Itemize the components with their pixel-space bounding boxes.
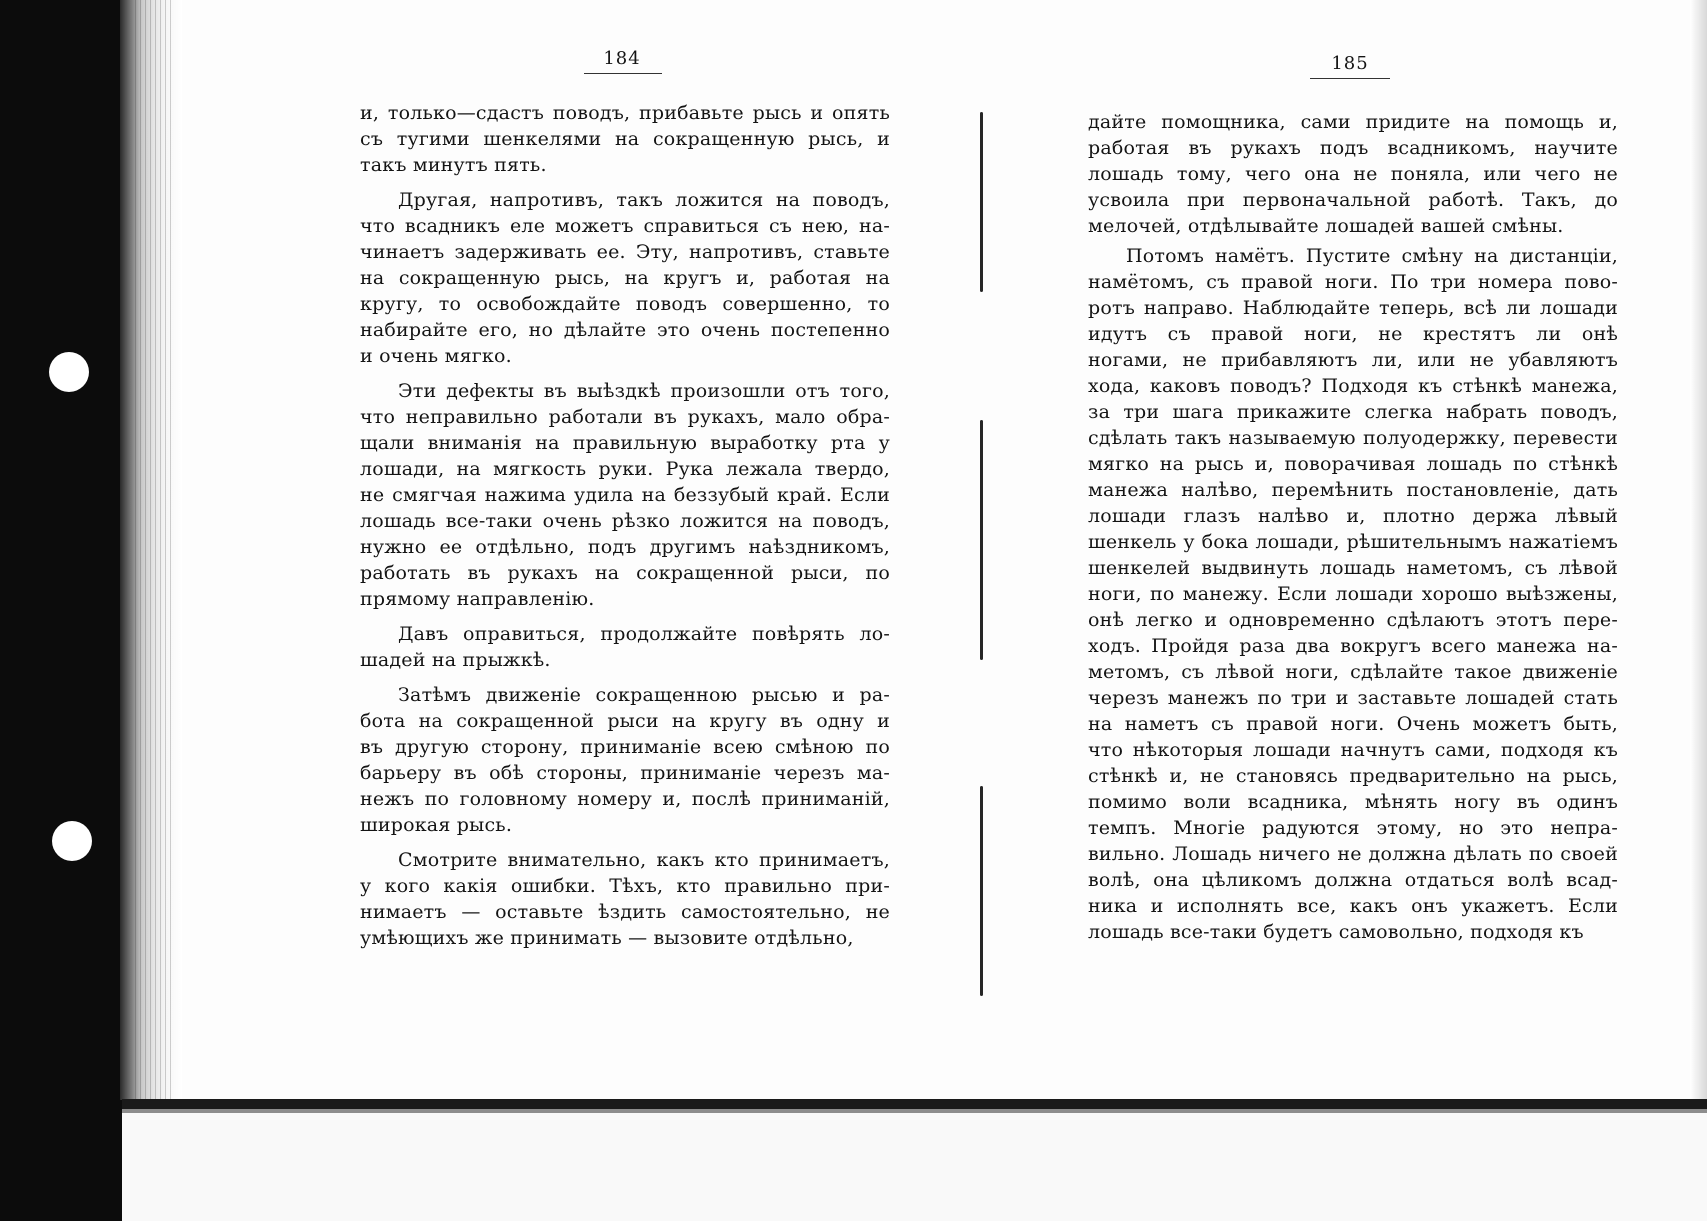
text-line: Эти дефекты въ выѣздкѣ произошли отъ того, bbox=[398, 380, 890, 402]
scan-bottom-blank bbox=[122, 1113, 1707, 1221]
text-line: хода, каковъ поводъ? Подходя къ стѣнкѣ манежа, bbox=[1088, 375, 1618, 397]
text-line: стѣнкѣ и, не становясь предварительно на рысь, bbox=[1088, 765, 1618, 787]
scan-bottom-edge bbox=[122, 1099, 1707, 1109]
text-line: ника и исполнять все, какъ онъ укажетъ. Если bbox=[1088, 895, 1618, 917]
text-line: ногами, не прибавляютъ ли, или не убавляютъ bbox=[1088, 349, 1618, 371]
text-line: работая въ рукахъ подъ всадникомъ, научите bbox=[1088, 137, 1618, 159]
text-line: что всадникъ еле можетъ справиться съ нею, на- bbox=[360, 215, 890, 237]
right-edge-shadow bbox=[1690, 0, 1707, 1099]
gutter-stitch-bottom bbox=[980, 786, 983, 996]
text-line: что неправильно работали въ рукахъ, мало обра- bbox=[360, 406, 890, 428]
text-line: Давъ оправиться, продолжайте повѣрять ло- bbox=[398, 623, 890, 645]
text-line: ротъ направо. Наблюдайте теперь, всѣ ли лошади bbox=[1088, 297, 1618, 319]
text-line: Смотрите внимательно, какъ кто принимаетъ, bbox=[398, 849, 890, 871]
text-line: намётомъ, съ правой ноги. По три номера пово- bbox=[1088, 271, 1618, 293]
paragraph bbox=[360, 682, 890, 838]
text-line: метомъ, съ лѣвой ноги, сдѣлайте такое движеніе bbox=[1088, 661, 1618, 683]
text-line: на наметъ съ правой ноги. Очень можетъ быть, bbox=[1088, 713, 1618, 735]
text-line: въ другую сторону, приниманіе всею смѣною по bbox=[360, 736, 890, 758]
binder-strip bbox=[0, 0, 122, 1221]
text-line: у кого какія ошибки. Тѣхъ, кто правильно при- bbox=[360, 875, 890, 897]
text-line: за три шага прикажите слегка набрать поводъ, bbox=[1088, 401, 1618, 423]
text-line: Затѣмъ движеніе сокращенною рысью и ра- bbox=[398, 684, 890, 706]
text-line: щали вниманія на правильную выработку рта у bbox=[360, 432, 890, 454]
page-number-right: 185 bbox=[1331, 53, 1369, 74]
text-line: бота на сокращенной рыси на кругу въ одну и bbox=[360, 710, 890, 732]
text-line: мягко на рысь и, поворачивая лошадь по стѣнкѣ bbox=[1088, 453, 1618, 475]
text-line: прямому направленію. bbox=[360, 588, 595, 610]
text-line: идутъ съ правой ноги, не крестятъ ли онѣ bbox=[1088, 323, 1618, 345]
text-line: лошади глазъ налѣво и, плотно держа лѣвый bbox=[1088, 505, 1618, 527]
text-line: усвоила при первоначальной работѣ. Такъ, до bbox=[1088, 189, 1618, 211]
text-line: ноги, по манежу. Если лошади хорошо выѣзжены, bbox=[1088, 583, 1618, 605]
text-line: вильно. Лошадь ничего не должна дѣлать по своей bbox=[1088, 843, 1618, 865]
text-line: помимо воли всадника, мѣнять ногу въ одинъ bbox=[1088, 791, 1618, 813]
punch-hole-bottom bbox=[52, 821, 92, 861]
paragraph bbox=[1088, 243, 1618, 945]
text-line: темпъ. Многіе радуются этому, но это непра- bbox=[1088, 817, 1618, 839]
text-line: шадей на прыжкѣ. bbox=[360, 649, 551, 671]
paragraph bbox=[360, 847, 890, 951]
text-line: лошади, на мягкость руки. Рука лежала твердо, bbox=[360, 458, 890, 480]
text-line: нимаетъ — оставьте ѣздить самостоятельно, не bbox=[360, 901, 890, 923]
text-line: лошадь все-таки будетъ самовольно, подходя къ bbox=[1088, 921, 1584, 943]
punch-hole-top bbox=[49, 352, 89, 392]
paragraph bbox=[1088, 109, 1618, 239]
text-line: съ тугими шенкелями на сокращенную рысь, и bbox=[360, 128, 890, 150]
text-line: не смягчая нажима удила на беззубый край. Если bbox=[360, 484, 890, 506]
text-line: на сокращенную рысь, на кругъ и, работая на bbox=[360, 267, 890, 289]
page-number-rule-left bbox=[584, 73, 662, 74]
text-line: широкая рысь. bbox=[360, 814, 513, 836]
text-line: Потомъ намётъ. Пустите смѣну на дистанціи, bbox=[1126, 245, 1618, 267]
text-line: и, только—сдастъ поводъ, прибавьте рысь и опять bbox=[360, 102, 890, 124]
text-line: что нѣкоторыя лошади начнутъ сами, подходя къ bbox=[1088, 739, 1618, 761]
text-line: ходъ. Пройдя раза два вокругъ всего манежа на- bbox=[1088, 635, 1618, 657]
left-page-text bbox=[360, 100, 890, 951]
text-line: умѣющихъ же принимать — вызовите отдѣльно, bbox=[360, 927, 854, 949]
text-line: барьеру въ обѣ стороны, приниманіе черезъ ма- bbox=[360, 762, 890, 784]
text-line: кругу, то освобождайте поводъ совершенно, то bbox=[360, 293, 890, 315]
text-line: дайте помощника, сами придите на помощь и, bbox=[1088, 111, 1618, 133]
text-line: волѣ, она цѣликомъ должна отдаться волѣ всад- bbox=[1088, 869, 1618, 891]
page-number-left: 184 bbox=[603, 48, 641, 69]
page-stack-edges bbox=[135, 0, 175, 1100]
page-number-rule-right bbox=[1310, 78, 1390, 79]
text-line: шенкелей выдвинуть лошадь наметомъ, съ лѣвой bbox=[1088, 557, 1618, 579]
text-line: нежъ по головному номеру и, послѣ приниманій, bbox=[360, 788, 890, 810]
right-page-text bbox=[1088, 109, 1618, 945]
text-line: чинаетъ задерживать ее. Эту, напротивъ, ставьте bbox=[360, 241, 890, 263]
text-line: работать въ рукахъ на сокращенной рыси, по bbox=[360, 562, 890, 584]
text-line: Другая, напротивъ, такъ ложится на поводъ, bbox=[398, 189, 890, 211]
paragraph bbox=[360, 100, 890, 178]
paragraph bbox=[360, 378, 890, 612]
text-line: и очень мягко. bbox=[360, 345, 512, 367]
gutter-stitch-top bbox=[980, 112, 983, 292]
text-line: шенкель у бока лошади, рѣшительнымъ нажатіемъ bbox=[1088, 531, 1618, 553]
text-line: набирайте его, но дѣлайте это очень постепенно bbox=[360, 319, 890, 341]
text-line: нужно ее отдѣльно, подъ другимъ наѣздникомъ, bbox=[360, 536, 890, 558]
text-line: лошадь все-таки очень рѣзко ложится на поводъ, bbox=[360, 510, 890, 532]
text-line: мелочей, отдѣлывайте лошадей вашей смѣны. bbox=[1088, 215, 1564, 237]
text-line: черезъ манежъ по три и заставьте лошадей стать bbox=[1088, 687, 1618, 709]
text-line: онѣ легко и одновременно сдѣлаютъ этотъ пере- bbox=[1088, 609, 1618, 631]
paragraph bbox=[360, 621, 890, 673]
text-line: манежа налѣво, перемѣнить постановленіе, дать bbox=[1088, 479, 1618, 501]
text-line: лошадь тому, чего она не поняла, или чего не bbox=[1088, 163, 1618, 185]
text-line: такъ минутъ пять. bbox=[360, 154, 547, 176]
paragraph bbox=[360, 187, 890, 369]
text-line: сдѣлать такъ называемую полуодержку, перевести bbox=[1088, 427, 1618, 449]
gutter-stitch-middle bbox=[980, 420, 983, 660]
